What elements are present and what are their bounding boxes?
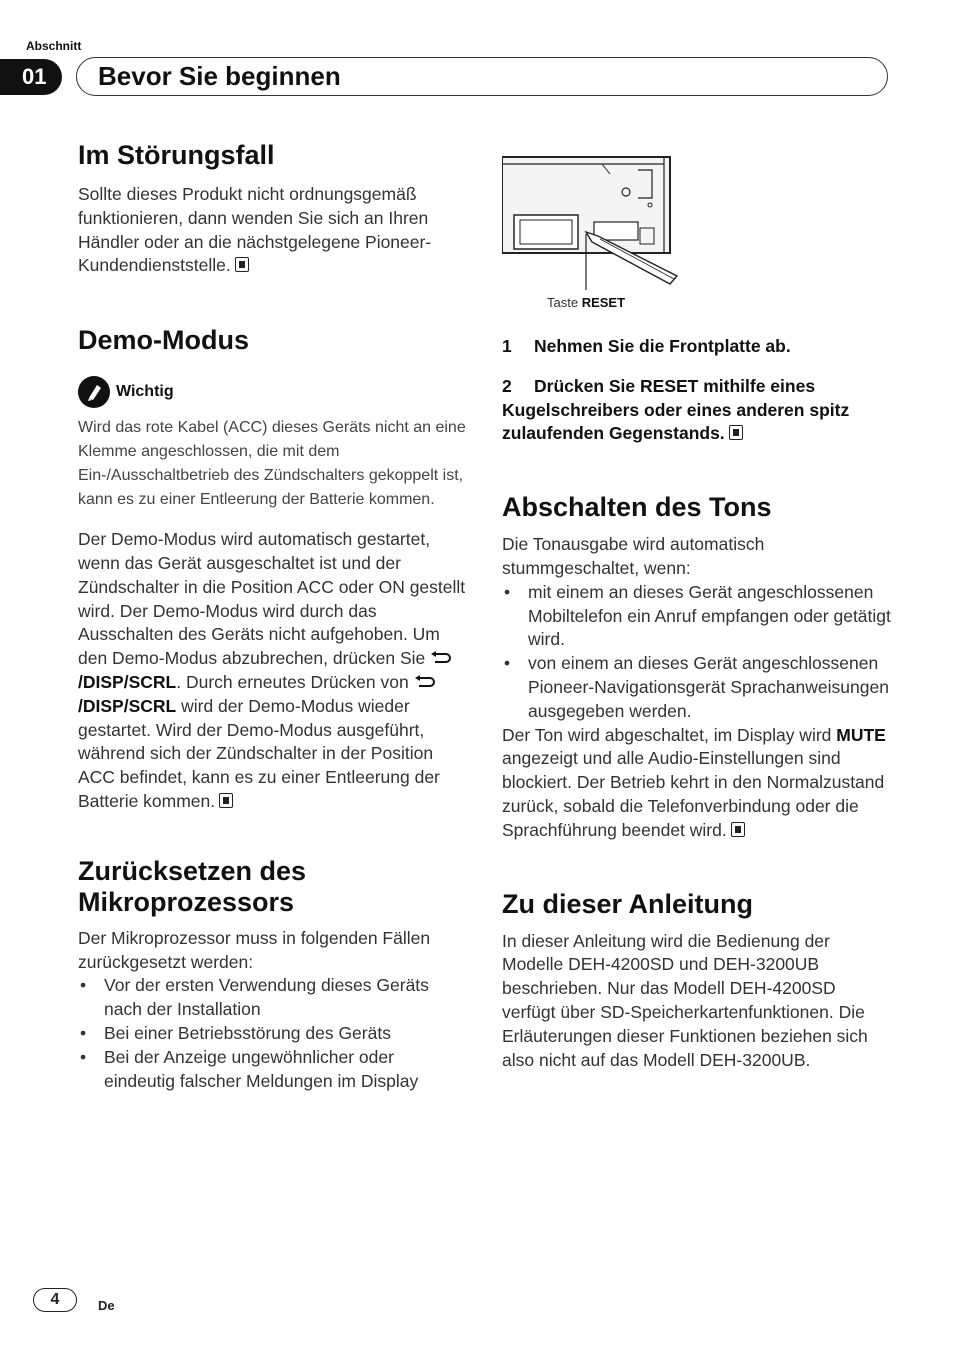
device-illustration (502, 140, 692, 290)
figure-caption: Taste RESET (547, 295, 626, 310)
list-item: • Bei der Anzeige ungewöhnlicher oder eindeutig falscher Meldungen im Display (78, 1046, 468, 1094)
end-mark-icon (729, 425, 743, 440)
abschalten-text: Die Tonausgabe wird automatisch stummgeschaltet, wenn: (502, 534, 765, 578)
reset-figure (502, 140, 692, 315)
left-column (78, 140, 468, 1093)
disp-scrl-key: /DISP/SCRL (78, 671, 177, 692)
abschalten-text-2: Der Ton wird abgeschaltet, im Display wird MUTE angezeigt und alle Audio-Einstellungen sind blockiert. Der Betrieb kehrt in den Normalzustand zurück, sobald die Telefonverbindung oder die Sprachführung beendet wird. (502, 724, 886, 840)
right-column (502, 140, 892, 1072)
anleitung-text: In dieser Anleitung wird die Bedienung der Modelle DEH-4200SD und DEH-3200UB beschrieben. Nur das Modell DEH-4200SD verfügt über SD-Speicherkartenfunktionen. Die Erläuterungen dieser Funktionen beziehen sich also nicht auf das Modell DEH-3200UB. (502, 930, 868, 1070)
back-arrow-icon (430, 651, 452, 665)
stoerungsfall-text: Sollte dieses Produkt nicht ordnungsgemäß funktionieren, dann wenden Sie sich an Ihren Händler oder an die nächstgelegene Pioneer-Kundendienststelle. (78, 184, 432, 276)
demo-modus-text: Der Demo-Modus wird automatisch gestartet, wenn das Gerät ausgeschaltet ist und der Zündschalter in die Position ACC oder ON gestellt wird. Der Demo-Modus wird durch das Ausschalten des Geräts nicht aufgehoben. Um den Demo-Modus abzubrechen, drücken Sie /DISP/SCRL. Durch erneutes Drücken von /DISP/SCRL wird der Demo-Modus wieder gestartet. Wird der Demo-Modus ausgeführt, während sich der Zündschalter in der Position ACC befindet, kann es zu einer Entleerung der Batterie kommen. (78, 529, 466, 811)
step-1: 1 Nehmen Sie die Frontplatte ab. (502, 336, 791, 356)
important-icon (78, 376, 110, 408)
zuruecksetzen-text: Der Mikroprozessor muss in folgenden Fällen zurückgesetzt werden: (78, 927, 431, 972)
mute-key: MUTE (836, 724, 886, 745)
back-arrow-icon (414, 675, 436, 689)
language-code: De (98, 1298, 115, 1313)
heading-anleitung: Zu dieser Anleitung (502, 888, 754, 919)
section-label: Abschnitt (26, 39, 82, 53)
end-mark-icon (235, 257, 249, 272)
important-header (78, 376, 468, 408)
list-item: • Bei einer Betriebsstörung des Geräts (78, 1022, 468, 1046)
end-mark-icon (731, 822, 745, 837)
list-item: • Vor der ersten Verwendung dieses Geräts nach der Installation (78, 974, 468, 1022)
important-text: Wird das rote Kabel (ACC) dieses Geräts nicht an eine Klemme angeschlossen, die mit dem Ein-/Ausschaltbetrieb des Zündschalters gekoppelt ist, kann es zu einer Entleerung der Batterie kommen. (78, 419, 466, 509)
step-2: 2 Drücken Sie RESET mithilfe eines Kugelschreibers oder eines anderen spitz zulaufenden Gegenstands. (502, 375, 850, 444)
disp-scrl-key: /DISP/SCRL (78, 695, 177, 716)
reset-reasons-list (78, 974, 468, 1093)
list-item: • von einem an dieses Gerät angeschlossenen Pioneer-Navigationsgerät Sprachanweisungen ausgegeben werden. (502, 652, 892, 723)
section-number: 01 (0, 59, 62, 95)
end-mark-icon (219, 793, 233, 808)
list-item: • mit einem an dieses Gerät angeschlossenen Mobiltelefon ein Anruf empfangen oder getätigt wird. (502, 581, 892, 652)
heading-demo-modus: Demo-Modus (78, 325, 249, 356)
important-label: Wichtig (116, 383, 174, 401)
mute-reasons-list (502, 581, 892, 724)
heading-abschalten: Abschalten des Tons (502, 492, 772, 523)
page-number: 4 (33, 1288, 77, 1312)
section-title: Bevor Sie beginnen (98, 61, 341, 91)
heading-zuruecksetzen: Zurücksetzen des Mikroprozessors (78, 855, 307, 917)
heading-stoerungsfall: Im Störungsfall (78, 140, 275, 170)
